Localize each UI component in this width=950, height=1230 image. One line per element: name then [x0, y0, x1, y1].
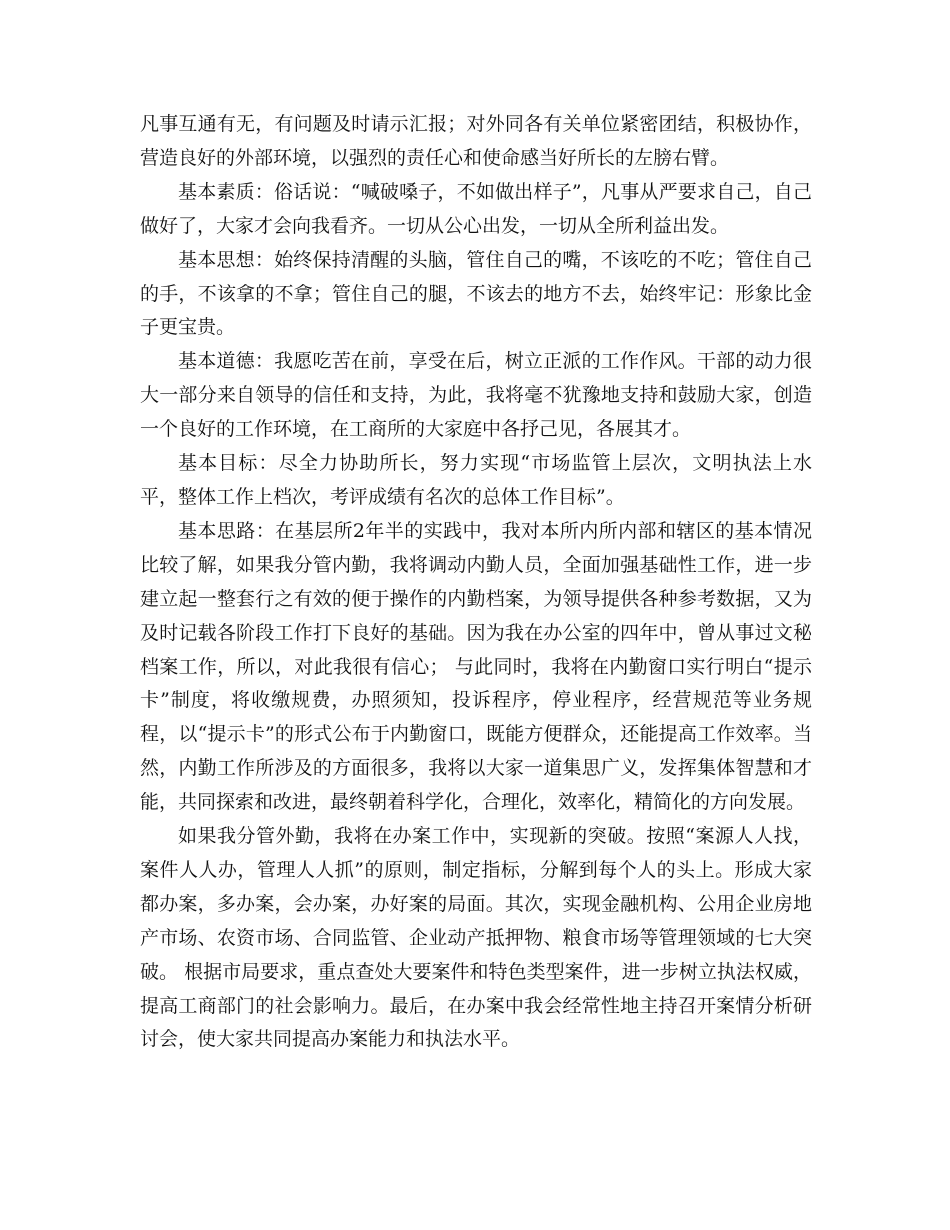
paragraph-basic-morality: 基本道德：我愿吃苦在前，享受在后，树立正派的工作作风。干部的动力很大一部分来自领导的信任和支持，为此，我将毫不犹豫地支持和鼓励大家，创造一个良好的工作环境，在工商所的大家庭中各抒己见，各展其才。 [140, 350, 812, 441]
paragraph-field-work: 如果我分管外勤，我将在办案工作中，实现新的突破。按照“案源人人找，案件人人办，管理人人抓”的原则，制定指标，分解到每个人的头上。形成大家都办案，多办案，会办案，办好案的局面。其次，实现金融机构、公用企业房地产市场、农资市场、合同监管、企业动产抵押物、粮食市场等管理领域的七大突破。 根据市局要求，重点查处大要案件和特色类型案件，进一步树立执法权威，提高工商部门的社会影响力。最后，在办案中我会经常性地主持召开案情分析研讨会，使大家共同提高办案能力和执法水平。 [140, 825, 812, 1051]
paragraph-basic-quality: 基本素质：俗话说：“喊破嗓子，不如做出样子”，凡事从严要求自己，自己做好了，大家才会向我看齐。一切从公心出发，一切从全所利益出发。 [140, 180, 812, 237]
paragraph-basic-approach: 基本思路：在基层所2年半的实践中，我对本所内所内部和辖区的基本情况比较了解，如果我分管内勤，我将调动内勤人员，全面加强基础性工作，进一步建立起一整套行之有效的便于操作的内勤档案，为领导提供各种参考数据，又为及时记载各阶段工作打下良好的基础。因为我在办公室的四年中，曾从事过文秘档案工作，所以，对此我很有信心； 与此同时，我将在内勤窗口实行明白“提示卡”制度，将收缴规费，办照须知，投诉程序，停业程序，经营规范等业务规程，以“提示卡”的形式公布于内勤窗口，既能方便群众，还能提高工作效率。当然，内勤工作所涉及的方面很多，我将以大家一道集思广义，发挥集体智慧和才能，共同探索和改进，最终朝着科学化，合理化，效率化，精简化的方向发展。 [140, 519, 812, 814]
paragraph-basic-goal: 基本目标：尽全力协助所长，努力实现“市场监管上层次，文明执法上水平，整体工作上档次，考评成绩有名次的总体工作目标”。 [140, 452, 812, 508]
document-page [140, 108, 812, 1057]
paragraph-continuation: 凡事互通有无，有问题及时请示汇报；对外同各有关单位紧密团结，积极协作，营造良好的外部环境，以强烈的责任心和使命感当好所长的左膀右臂。 [140, 113, 812, 169]
paragraph-basic-thought: 基本思想：始终保持清醒的头脑，管住自己的嘴，不该吃的不吃；管住自己的手，不该拿的不拿；管住自己的腿，不该去的地方不去，始终牢记：形象比金子更宝贵。 [140, 248, 812, 339]
